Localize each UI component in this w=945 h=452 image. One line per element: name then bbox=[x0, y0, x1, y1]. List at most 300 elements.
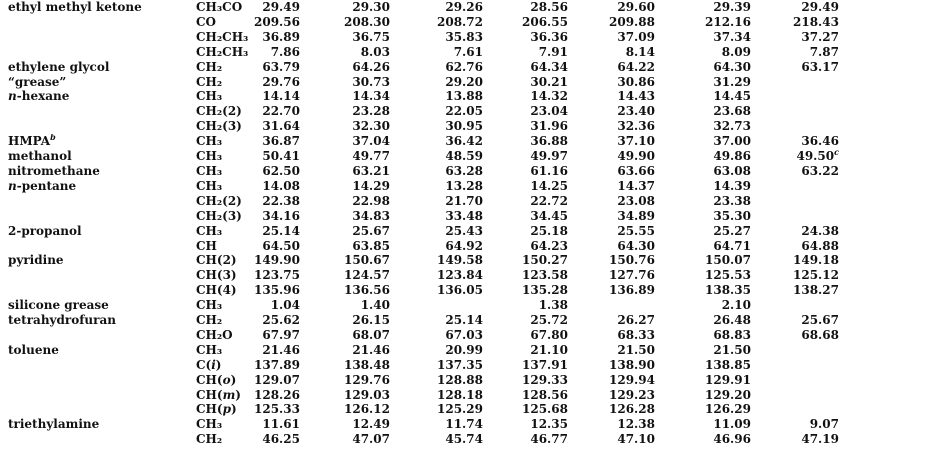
shift-value: 62.76 bbox=[445, 59, 483, 74]
shift-value: 36.46 bbox=[801, 134, 839, 149]
shift-value: 25.27 bbox=[713, 223, 751, 238]
shift-value: 22.72 bbox=[530, 193, 568, 208]
table-row bbox=[0, 89, 839, 104]
shift-value: 23.08 bbox=[617, 193, 655, 208]
table-row bbox=[0, 134, 839, 149]
table-row bbox=[0, 373, 839, 388]
shift-value: 26.48 bbox=[713, 313, 751, 328]
solvent-name: “grease” bbox=[8, 74, 67, 89]
shift-value: 11.74 bbox=[445, 417, 483, 432]
shift-value: 8.09 bbox=[721, 44, 751, 59]
table-row bbox=[0, 75, 839, 90]
shift-value: 63.22 bbox=[801, 163, 839, 178]
shift-value: 21.10 bbox=[530, 342, 568, 357]
shift-value: 48.59 bbox=[445, 149, 483, 164]
shift-value: 149.58 bbox=[437, 253, 483, 268]
shift-value: 68.33 bbox=[617, 327, 655, 342]
solvent-name: toluene bbox=[8, 342, 59, 357]
table-row bbox=[0, 224, 839, 239]
shift-value: 14.45 bbox=[713, 89, 751, 104]
shift-value: 11.09 bbox=[713, 417, 751, 432]
solvent-name bbox=[0, 119, 196, 134]
group-label: CH₂CH₃ bbox=[196, 44, 249, 59]
shift-value: 23.28 bbox=[352, 104, 390, 119]
table-row bbox=[0, 358, 839, 373]
shift-value: 45.74 bbox=[445, 432, 483, 447]
shift-value: 49.50$^c$ bbox=[796, 149, 839, 164]
shift-value: 25.67 bbox=[352, 223, 390, 238]
shift-value: 12.49 bbox=[352, 417, 390, 432]
shift-value: 50.41 bbox=[262, 149, 300, 164]
shift-value: 64.92 bbox=[445, 238, 483, 253]
group-label: CH₂ bbox=[196, 313, 223, 328]
solvent-name bbox=[0, 45, 196, 60]
shift-value: 35.83 bbox=[445, 29, 483, 44]
shift-value: 23.40 bbox=[617, 104, 655, 119]
shift-value: 14.14 bbox=[262, 89, 300, 104]
shift-value: 36.42 bbox=[445, 134, 483, 149]
table-row bbox=[0, 119, 839, 134]
shift-value: 31.96 bbox=[530, 119, 568, 134]
solvent-name: n-hexane bbox=[8, 89, 70, 104]
shift-value: 150.67 bbox=[344, 253, 390, 268]
group-label: CH₃ bbox=[196, 342, 223, 357]
table-row bbox=[0, 432, 839, 447]
shift-value: 25.14 bbox=[262, 223, 300, 238]
solvent-name: triethylamine bbox=[8, 417, 100, 432]
shift-value: 35.30 bbox=[713, 208, 751, 223]
shift-value: 7.91 bbox=[538, 44, 568, 59]
table-row bbox=[0, 313, 839, 328]
shift-value: 14.37 bbox=[617, 178, 655, 193]
solvent-name: n-pentane bbox=[8, 178, 77, 193]
shift-value: 68.07 bbox=[352, 327, 390, 342]
shift-value: 1.04 bbox=[270, 298, 300, 313]
footnote-marker: c bbox=[834, 149, 839, 158]
solvent-name: HMPA$^b$ bbox=[8, 134, 56, 149]
shift-value: 64.26 bbox=[352, 59, 390, 74]
shift-value: 64.71 bbox=[713, 238, 751, 253]
shift-value: 136.05 bbox=[437, 283, 483, 298]
shift-value: 47.10 bbox=[617, 432, 655, 447]
shift-value: 64.88 bbox=[801, 238, 839, 253]
shift-value: 25.14 bbox=[445, 313, 483, 328]
shift-value: 46.96 bbox=[713, 432, 751, 447]
shift-value: 63.21 bbox=[352, 163, 390, 178]
solvent-name: methanol bbox=[8, 149, 72, 164]
shift-value: 49.97 bbox=[530, 149, 568, 164]
shift-value: 129.91 bbox=[705, 372, 751, 387]
shift-value: 206.55 bbox=[522, 14, 568, 29]
shift-value: 64.23 bbox=[530, 238, 568, 253]
shift-value: 64.50 bbox=[262, 238, 300, 253]
shift-value: 67.80 bbox=[530, 327, 568, 342]
shift-value: 149.18 bbox=[793, 253, 839, 268]
shift-value: 36.89 bbox=[262, 29, 300, 44]
shift-value: 30.95 bbox=[445, 119, 483, 134]
shift-value: 63.08 bbox=[713, 163, 751, 178]
group-label: CH(2) bbox=[196, 253, 237, 268]
shift-value bbox=[751, 75, 839, 90]
shift-value: 67.03 bbox=[445, 327, 483, 342]
group-label: CH₃ bbox=[196, 417, 223, 432]
shift-value: 63.85 bbox=[352, 238, 390, 253]
shift-value: 64.34 bbox=[530, 59, 568, 74]
group-label: CH₂(2) bbox=[196, 193, 242, 208]
table-row bbox=[0, 343, 839, 358]
shift-value: 129.33 bbox=[522, 372, 568, 387]
shift-value: 30.21 bbox=[530, 74, 568, 89]
shift-value: 208.30 bbox=[344, 14, 390, 29]
shift-value: 23.04 bbox=[530, 104, 568, 119]
solvent-name bbox=[0, 373, 196, 388]
shift-value: 49.77 bbox=[352, 149, 390, 164]
group-label: CH₃ bbox=[196, 149, 223, 164]
group-label: CH₃ bbox=[196, 89, 223, 104]
shift-value: 14.39 bbox=[713, 178, 751, 193]
shift-value: 123.75 bbox=[254, 268, 300, 283]
shift-value: 13.88 bbox=[445, 89, 483, 104]
shift-value: 63.28 bbox=[445, 163, 483, 178]
shift-value: 136.89 bbox=[609, 283, 655, 298]
shift-value: 22.98 bbox=[352, 193, 390, 208]
shift-value: 29.76 bbox=[262, 74, 300, 89]
shift-value: 125.29 bbox=[437, 402, 483, 417]
shift-value: 7.86 bbox=[270, 44, 300, 59]
solvent-name: tetrahydrofuran bbox=[8, 313, 116, 328]
table-row bbox=[0, 402, 839, 417]
shift-value: 128.18 bbox=[437, 387, 483, 402]
shift-value: 36.87 bbox=[262, 134, 300, 149]
table-row bbox=[0, 253, 839, 268]
shift-value: 12.38 bbox=[617, 417, 655, 432]
shift-value: 138.85 bbox=[705, 357, 751, 372]
shift-value: 29.39 bbox=[713, 0, 751, 14]
solvent-name: silicone grease bbox=[8, 298, 109, 313]
shift-value: 21.46 bbox=[352, 342, 390, 357]
group-label: CH₂ bbox=[196, 59, 223, 74]
shift-value: 128.88 bbox=[437, 372, 483, 387]
shift-value: 137.89 bbox=[254, 357, 300, 372]
group-label: C(i) bbox=[196, 357, 222, 372]
shift-value: 26.27 bbox=[617, 313, 655, 328]
shift-value: 129.20 bbox=[705, 387, 751, 402]
shift-value bbox=[751, 89, 839, 104]
shift-value: 29.20 bbox=[445, 74, 483, 89]
shift-value bbox=[751, 343, 839, 358]
shift-value: 14.25 bbox=[530, 178, 568, 193]
solvent-name bbox=[0, 388, 196, 403]
group-label: CH₂O bbox=[196, 327, 233, 342]
shift-value: 36.88 bbox=[530, 134, 568, 149]
shift-value: 218.43 bbox=[793, 14, 839, 29]
shift-value: 61.16 bbox=[530, 163, 568, 178]
shift-value: 49.90 bbox=[617, 149, 655, 164]
shift-value: 125.33 bbox=[254, 402, 300, 417]
shift-value: 21.46 bbox=[262, 342, 300, 357]
shift-value: 32.30 bbox=[352, 119, 390, 134]
table-row bbox=[0, 239, 839, 254]
footnote-marker: b bbox=[50, 134, 56, 143]
solvent-name bbox=[0, 209, 196, 224]
shift-value: 64.22 bbox=[617, 59, 655, 74]
shift-value: 47.19 bbox=[801, 432, 839, 447]
shift-value: 136.56 bbox=[344, 283, 390, 298]
shift-value: 21.70 bbox=[445, 193, 483, 208]
shift-value: 25.72 bbox=[530, 313, 568, 328]
shift-value: 12.35 bbox=[530, 417, 568, 432]
shift-value: 150.76 bbox=[609, 253, 655, 268]
shift-value: 128.26 bbox=[254, 387, 300, 402]
shift-value: 9.07 bbox=[809, 417, 839, 432]
shift-value: 150.27 bbox=[522, 253, 568, 268]
shift-value: 67.97 bbox=[262, 327, 300, 342]
table-row bbox=[0, 298, 839, 313]
group-label: CH(m) bbox=[196, 387, 241, 402]
shift-value: 129.23 bbox=[609, 387, 655, 402]
table-row bbox=[0, 417, 839, 432]
shift-value: 37.10 bbox=[617, 134, 655, 149]
solvent-name: ethylene glycol bbox=[8, 59, 110, 74]
solvent-name bbox=[0, 104, 196, 119]
group-label: CH₃ bbox=[196, 298, 223, 313]
shift-value: 62.50 bbox=[262, 163, 300, 178]
shift-value: 129.94 bbox=[609, 372, 655, 387]
shift-value bbox=[568, 298, 655, 313]
shift-value bbox=[751, 104, 839, 119]
table-row bbox=[0, 388, 839, 403]
shift-value: 14.43 bbox=[617, 89, 655, 104]
solvent-name bbox=[0, 358, 196, 373]
shift-value: 126.29 bbox=[705, 402, 751, 417]
shift-value: 37.27 bbox=[801, 29, 839, 44]
shift-value: 32.73 bbox=[713, 119, 751, 134]
shift-value bbox=[751, 194, 839, 209]
group-label: CH bbox=[196, 238, 217, 253]
solvent-name: 2-propanol bbox=[8, 223, 82, 238]
shift-value: 30.73 bbox=[352, 74, 390, 89]
shift-value: 209.56 bbox=[254, 14, 300, 29]
shift-value: 37.34 bbox=[713, 29, 751, 44]
table-row bbox=[0, 164, 839, 179]
shift-value: 64.30 bbox=[713, 59, 751, 74]
shift-value: 124.57 bbox=[344, 268, 390, 283]
shift-value: 68.68 bbox=[801, 327, 839, 342]
shift-value: 11.61 bbox=[262, 417, 300, 432]
group-label: CH(3) bbox=[196, 268, 237, 283]
group-label: CH₃CO bbox=[196, 0, 243, 14]
shift-value: 7.87 bbox=[809, 44, 839, 59]
shift-value: 34.83 bbox=[352, 208, 390, 223]
table-row bbox=[0, 30, 839, 45]
shift-value: 127.76 bbox=[609, 268, 655, 283]
solvent-name bbox=[0, 15, 196, 30]
shift-value: 32.36 bbox=[617, 119, 655, 134]
shift-value: 25.18 bbox=[530, 223, 568, 238]
table-row bbox=[0, 60, 839, 75]
shift-value: 29.49 bbox=[801, 0, 839, 14]
shift-value: 37.04 bbox=[352, 134, 390, 149]
shift-value: 63.66 bbox=[617, 163, 655, 178]
shift-value: 28.56 bbox=[530, 0, 568, 14]
shift-value: 138.35 bbox=[705, 283, 751, 298]
shift-value: 13.28 bbox=[445, 178, 483, 193]
solvent-name bbox=[0, 268, 196, 283]
solvent-name bbox=[0, 239, 196, 254]
shift-value bbox=[751, 388, 839, 403]
shift-value: 30.86 bbox=[617, 74, 655, 89]
shift-value: 137.91 bbox=[522, 357, 568, 372]
shift-value bbox=[751, 119, 839, 134]
shift-value: 14.08 bbox=[262, 178, 300, 193]
shift-value: 126.12 bbox=[344, 402, 390, 417]
shift-value: 25.55 bbox=[617, 223, 655, 238]
shift-value: 33.48 bbox=[445, 208, 483, 223]
shift-value: 150.07 bbox=[705, 253, 751, 268]
shift-value: 29.30 bbox=[352, 0, 390, 14]
solvent-name: nitromethane bbox=[8, 163, 100, 178]
shift-value: 129.03 bbox=[344, 387, 390, 402]
shift-value: 123.84 bbox=[437, 268, 483, 283]
shift-value: 138.90 bbox=[609, 357, 655, 372]
shift-value: 21.50 bbox=[617, 342, 655, 357]
shift-value: 208.72 bbox=[437, 14, 483, 29]
shift-value: 212.16 bbox=[705, 14, 751, 29]
shift-value: 49.86 bbox=[713, 149, 751, 164]
shift-value: 137.35 bbox=[437, 357, 483, 372]
shift-value: 125.68 bbox=[522, 402, 568, 417]
shift-value: 1.38 bbox=[538, 298, 568, 313]
table-row bbox=[0, 0, 839, 15]
shift-value: 128.56 bbox=[522, 387, 568, 402]
shift-value: 8.03 bbox=[360, 44, 390, 59]
shift-value: 123.58 bbox=[522, 268, 568, 283]
shift-value bbox=[390, 298, 483, 313]
shift-value: 64.30 bbox=[617, 238, 655, 253]
shift-value: 26.15 bbox=[352, 313, 390, 328]
solvent-name: ethyl methyl ketone bbox=[8, 0, 142, 14]
shift-value: 47.07 bbox=[352, 432, 390, 447]
shift-value: 25.67 bbox=[801, 313, 839, 328]
shift-value: 29.60 bbox=[617, 0, 655, 14]
shift-value: 21.50 bbox=[713, 342, 751, 357]
shift-value: 34.16 bbox=[262, 208, 300, 223]
shift-value: 63.79 bbox=[262, 59, 300, 74]
shift-value: 129.07 bbox=[254, 372, 300, 387]
shift-value: 14.29 bbox=[352, 178, 390, 193]
shift-value: 125.12 bbox=[793, 268, 839, 283]
shift-value: 2.10 bbox=[721, 298, 751, 313]
solvent-name bbox=[0, 328, 196, 343]
shift-value: 22.70 bbox=[262, 104, 300, 119]
group-label: CH₃ bbox=[196, 163, 223, 178]
shift-value: 135.28 bbox=[522, 283, 568, 298]
table-row bbox=[0, 283, 839, 298]
shift-value bbox=[751, 298, 839, 313]
table-row bbox=[0, 328, 839, 343]
shift-value: 138.48 bbox=[344, 357, 390, 372]
shift-value: 22.05 bbox=[445, 104, 483, 119]
shift-value: 23.68 bbox=[713, 104, 751, 119]
table-row bbox=[0, 45, 839, 60]
shift-value: 34.45 bbox=[530, 208, 568, 223]
shift-value: 7.61 bbox=[453, 44, 483, 59]
shift-value: 125.53 bbox=[705, 268, 751, 283]
shift-value: 14.32 bbox=[530, 89, 568, 104]
solvent-name bbox=[0, 283, 196, 298]
table-row bbox=[0, 268, 839, 283]
solvent-name bbox=[0, 402, 196, 417]
table-row bbox=[0, 194, 839, 209]
group-label: CH₂(3) bbox=[196, 208, 242, 223]
shift-value: 37.00 bbox=[713, 134, 751, 149]
shift-value: 20.99 bbox=[445, 342, 483, 357]
shift-value bbox=[751, 179, 839, 194]
shift-value: 37.09 bbox=[617, 29, 655, 44]
shift-value: 31.29 bbox=[713, 74, 751, 89]
shift-value: 63.17 bbox=[801, 59, 839, 74]
solvent-name: pyridine bbox=[8, 253, 64, 268]
shift-value: 126.28 bbox=[609, 402, 655, 417]
group-label: CH₂ bbox=[196, 74, 223, 89]
table-row bbox=[0, 209, 839, 224]
shift-value: 25.43 bbox=[445, 223, 483, 238]
shift-value bbox=[751, 402, 839, 417]
group-label: CH₂(2) bbox=[196, 104, 242, 119]
solvent-name bbox=[0, 194, 196, 209]
table-row bbox=[0, 15, 839, 30]
table-row bbox=[0, 104, 839, 119]
shift-value: 29.26 bbox=[445, 0, 483, 14]
group-label: CH₂(3) bbox=[196, 119, 242, 134]
solvent-name bbox=[0, 30, 196, 45]
shift-value: 46.77 bbox=[530, 432, 568, 447]
shift-value bbox=[751, 373, 839, 388]
shift-value: 36.36 bbox=[530, 29, 568, 44]
table-row bbox=[0, 179, 839, 194]
shift-value: 129.76 bbox=[344, 372, 390, 387]
shift-value: 209.88 bbox=[609, 14, 655, 29]
group-label: CH₃ bbox=[196, 134, 223, 149]
solvent-name bbox=[0, 432, 196, 447]
table-row bbox=[0, 149, 839, 164]
group-label: CH(o) bbox=[196, 372, 237, 387]
group-label: CH₂CH₃ bbox=[196, 29, 249, 44]
shift-value: 135.96 bbox=[254, 283, 300, 298]
shift-value: 14.34 bbox=[352, 89, 390, 104]
group-label: CH(4) bbox=[196, 283, 237, 298]
shift-value: 23.38 bbox=[713, 193, 751, 208]
shift-value: 36.75 bbox=[352, 29, 390, 44]
group-label: CH₂ bbox=[196, 432, 223, 447]
shift-value: 25.62 bbox=[262, 313, 300, 328]
group-label: CH(p) bbox=[196, 402, 237, 417]
group-label: CH₃ bbox=[196, 178, 223, 193]
shift-value: 149.90 bbox=[254, 253, 300, 268]
shift-value: 1.40 bbox=[360, 298, 390, 313]
shift-value: 68.83 bbox=[713, 327, 751, 342]
group-label: CH₃ bbox=[196, 223, 223, 238]
shift-value: 24.38 bbox=[801, 223, 839, 238]
shift-value: 138.27 bbox=[793, 283, 839, 298]
shift-value: 22.38 bbox=[262, 193, 300, 208]
shift-value bbox=[751, 358, 839, 373]
shift-value: 31.64 bbox=[262, 119, 300, 134]
group-label: CO bbox=[196, 14, 217, 29]
shift-value: 46.25 bbox=[262, 432, 300, 447]
shift-value: 8.14 bbox=[625, 44, 655, 59]
shift-value: 34.89 bbox=[617, 208, 655, 223]
